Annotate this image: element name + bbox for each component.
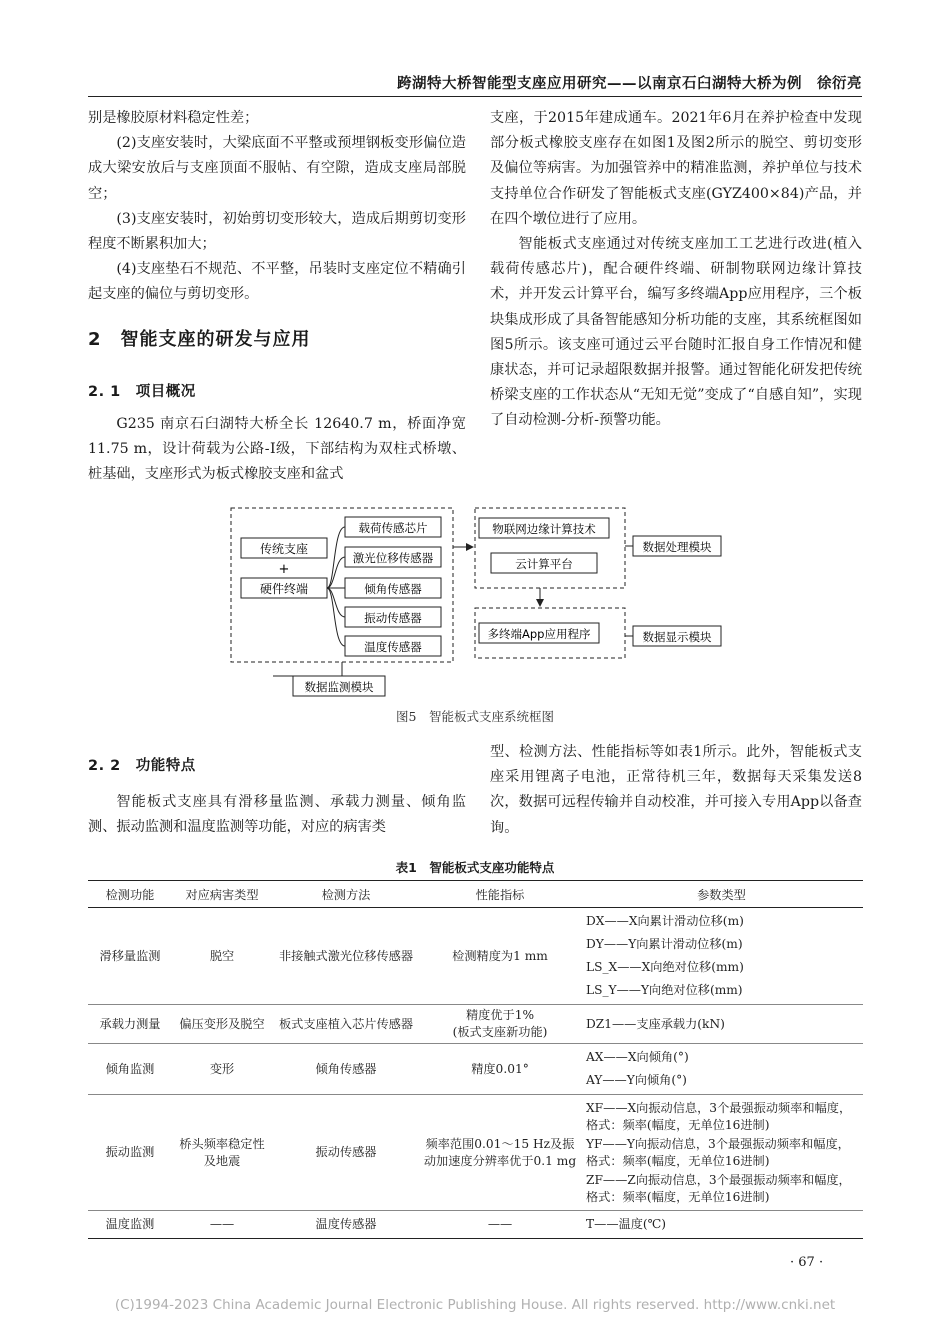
section-2-2-heading: 2. 2 功能特点 (88, 758, 196, 774)
cell-function: 温度监测 (88, 1211, 172, 1239)
paragraph: 型、检测方法、性能指标等如表1所示。此外，智能板式支座采用锂离子电池，正常待机三年，数据每天采集发送8次，数据可远程传输并自动校准，并可接入专用App以备查询。 (490, 744, 862, 836)
paragraph: 智能板式支座通过对传统支座加工工艺进行改进(植入载荷传感芯片)，配合硬件终端、研制物联网边缘计算技术，并开发云计算平台，编写多终端App应用程序，三个板块集成形成了具备智能感知分析功能的支座，其系统框图如图5所示。该支座可通过云平台随时汇报自身工作情况和健康状态，并可记录超限数据并报警。通过智能化研发把传统桥梁支座的工作状态从“无知无觉”变成了“自感自知”，实现了自动检测-分析-预警功能。 (490, 236, 862, 429)
column-header: 检测方法 (272, 881, 420, 908)
cell-params (580, 908, 863, 1005)
table-header-row (88, 881, 863, 908)
sensor-label: 激光位移传感器 (352, 551, 434, 565)
cell-params (580, 1211, 863, 1239)
table-caption: 表1 智能板式支座功能特点 (395, 860, 555, 875)
cell-function: 滑移量监测 (88, 908, 172, 1005)
cell-disease: 桥头频率稳定性及地震 (172, 1095, 272, 1211)
performance-note: (板式支座新功能) (452, 1025, 548, 1039)
param-item: DY——Y向累计滑动位移(m) (586, 937, 743, 951)
plus-sign: + (278, 562, 290, 577)
param-item: AY——Y向倾角(°) (586, 1073, 687, 1087)
cell-performance: 检测精度为1 mm (420, 908, 580, 1005)
header-rule (88, 96, 862, 97)
sensor-label: 倾角传感器 (364, 582, 422, 596)
cell-performance (420, 1005, 580, 1044)
cell-performance: —— (420, 1211, 580, 1239)
table-row (88, 1095, 863, 1211)
monitoring-module-label: 数据监测模块 (304, 680, 374, 694)
cell-method: 非接触式激光位移传感器 (272, 908, 420, 1005)
page-number: · 67 · (790, 1255, 824, 1270)
cell-disease: 脱空 (172, 908, 272, 1005)
param-item: ZF——Z向振动信息，3个最强振动频率和幅度，格式：频率(幅度，无单位16进制) (586, 1173, 851, 1204)
feature-table (88, 880, 863, 1239)
left-column-top (88, 106, 466, 308)
sensor-label: 振动传感器 (364, 611, 422, 625)
paragraph: (4)支座垫石不规范、不平整，吊装时支座定位不精确引起支座的偏位与剪切变形。 (88, 261, 466, 303)
param-item: XF——X向振动信息，3个最强振动频率和幅度，格式：频率(幅度，无单位16进制) (586, 1101, 852, 1132)
hardware-terminal-label: 硬件终端 (259, 582, 309, 596)
cell-function: 承载力测量 (88, 1005, 172, 1044)
system-block-diagram (225, 500, 735, 700)
edge-computing-label: 物联网边缘计算技术 (492, 522, 596, 536)
running-head: 跨湖特大桥智能型支座应用研究——以南京石臼湖特大桥为例 徐衍亮 (397, 76, 862, 92)
cell-method: 振动传感器 (272, 1095, 420, 1211)
column-header: 参数类型 (580, 881, 863, 908)
app-label: 多终端App应用程序 (487, 627, 591, 641)
cell-disease: —— (172, 1211, 272, 1239)
performance-line: 精度优于1% (465, 1008, 535, 1022)
cell-function: 振动监测 (88, 1095, 172, 1211)
cell-method: 板式支座植入芯片传感器 (272, 1005, 420, 1044)
section-2-2-left (88, 790, 466, 840)
column-header: 对应病害类型 (172, 881, 272, 908)
table-row (88, 1211, 863, 1239)
cell-disease: 变形 (172, 1044, 272, 1095)
cell-params (580, 1095, 863, 1211)
cell-method: 倾角传感器 (272, 1044, 420, 1095)
cell-performance: 精度0.01° (420, 1044, 580, 1095)
section-2-heading: 2 智能支座的研发与应用 (88, 329, 311, 350)
table-row (88, 1005, 863, 1044)
cell-disease: 偏压变形及脱空 (172, 1005, 272, 1044)
display-module-label: 数据显示模块 (642, 630, 712, 644)
column-header: 检测功能 (88, 881, 172, 908)
table-row (88, 1044, 863, 1095)
paragraph: 支座，于2015年建成通车。2021年6月在养护检查中发现部分板式橡胶支座存在如图1及图2所示的脱空、剪切变形及偏位等病害。为加强管养中的精准监测，养护单位与技术支持单位合作研发了智能板式支座(GYZ400×84)产品，并在四个墩位进行了应用。 (490, 110, 862, 227)
traditional-bearing-label: 传统支座 (259, 542, 309, 556)
cell-params (580, 1005, 863, 1044)
paragraph: 智能板式支座具有滑移量监测、承载力测量、倾角监测、振动监测和温度监测等功能，对应的病害类 (88, 794, 466, 836)
cloud-platform-label: 云计算平台 (515, 557, 573, 571)
paragraph: (3)支座安装时，初始剪切变形较大，造成后期剪切变形程度不断累积加大； (88, 210, 466, 253)
param-item: LS_X——X向绝对位移(mm) (586, 960, 744, 974)
cell-performance: 频率范围0.01～15 Hz及振动加速度分辨率优于0.1 mg (420, 1095, 580, 1211)
processing-module-label: 数据处理模块 (642, 540, 712, 554)
paragraph: 别是橡胶原材料稳定性差； (88, 110, 259, 126)
sensor-label: 载荷传感芯片 (358, 521, 428, 535)
param-item: AX——X向倾角(°) (586, 1050, 689, 1064)
param-item: LS_Y——Y向绝对位移(mm) (586, 983, 743, 997)
figure-caption: 图5 智能板式支座系统框图 (396, 709, 554, 724)
table-row (88, 908, 863, 1005)
param-item: DZ1——支座承载力(kN) (586, 1016, 725, 1031)
sensor-label: 温度传感器 (364, 640, 422, 654)
right-column-top (490, 106, 862, 434)
section-2-2-right (490, 740, 862, 841)
param-item: YF——Y向振动信息，3个最强振动频率和幅度，格式：频率(幅度，无单位16进制) (586, 1137, 850, 1168)
connector-line (327, 588, 345, 646)
param-item: DX——X向累计滑动位移(m) (586, 914, 744, 928)
cell-params (580, 1044, 863, 1095)
cell-method: 温度传感器 (272, 1211, 420, 1239)
section-2-1-body (88, 412, 466, 488)
cell-function: 倾角监测 (88, 1044, 172, 1095)
param-item: T——温度(℃) (586, 1217, 667, 1231)
paragraph: G235 南京石臼湖特大桥全长 12640.7 m，桥面净宽 11.75 m，设计荷载为公路-Ⅰ级，下部结构为双柱式桥墩、桩基础，支座形式为板式橡胶支座和盆式 (88, 416, 466, 483)
section-2-1-heading: 2. 1 项目概况 (88, 384, 196, 400)
copyright-footer: (C)1994-2023 China Academic Journal Electronic Publishing House. All rights reserved. http://www.cnki.net (114, 1297, 836, 1313)
column-header: 性能指标 (420, 881, 580, 908)
paragraph: (2)支座安装时，大梁底面不平整或预埋钢板变形偏位造成大梁安放后与支座顶面不服帖、有空隙，造成支座局部脱空； (88, 135, 466, 202)
